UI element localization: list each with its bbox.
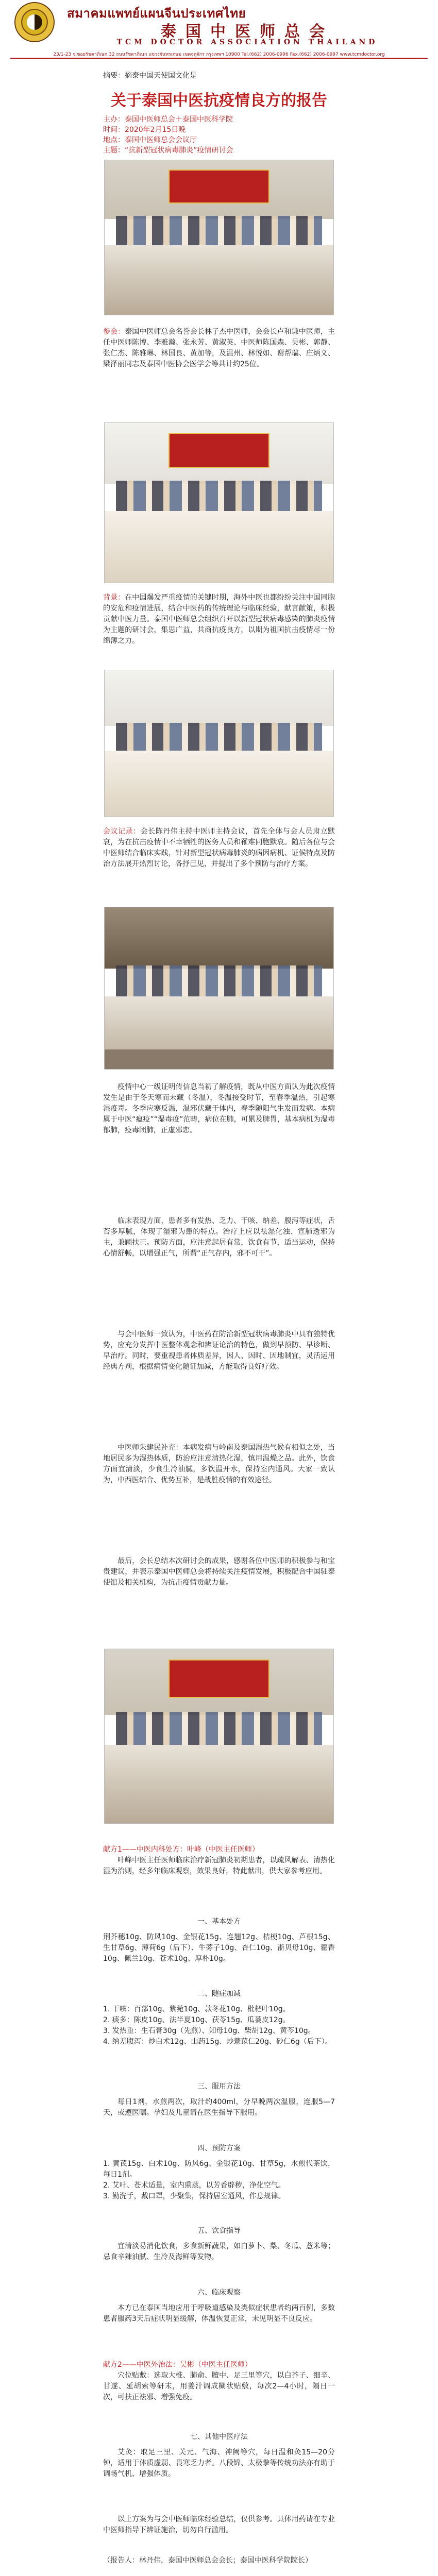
recipe1-intro: 叶峰中医主任医师临床治疗新冠肺炎初期患者，以疏风解表、清热化湿为治则，经多年临床观察，效果良好，特此献出，供大家参考应用。 [103,1856,335,1875]
association-logo-icon [14,2,55,42]
summary-text: 会长陈丹伟主持中医师主持会议，首先全体与会人员肃立默哀，为在抗击疫情中不幸牺牲的医务人员和罹难同胞默哀。随后各位与会中医师结合临床实践，针对新型冠状病毒肺炎的病因病机、证候特点及防治方法展开热烈讨论，各抒己见，并提出了多个预防与治疗方案。 [103,827,335,868]
recipe2-block [103,2360,335,2403]
conference-photo-1 [104,160,334,315]
association-english-name: TCM DOCTOR ASSOCIATION THAILAND [116,38,378,46]
conference-photo-5 [104,1649,334,1824]
others-title: 七、其他中医疗法 [190,2433,248,2441]
intro-line: 摘要：摘泰中国天使国文化是 [103,72,197,80]
plus-title: 二、随症加减 [197,1990,241,1998]
plus-item: 4. 纳差腹泻：炒白术12g、山药15g、炒薏苡仁20g、砂仁6g（后下）。 [103,2038,332,2046]
basic-text: 荆芥穗10g、防风10g、金银花15g、连翘12g、桔梗10g、芦根15g、生甘草6g、薄荷6g（后下）、牛蒡子10g、杏仁10g、浙贝母10g、藿香10g、佩兰10g、苍术10g、厚朴10g。 [103,1933,335,1963]
plus-item: 3. 发热重：生石膏30g（先煎）、知母10g、柴胡12g、黄芩10g。 [103,2027,315,2035]
attendees-text: 泰国中医师总会名誉会长林子杰中医师，会会长卢和谦中医师，主任中医师陈博、李雅瀚、张永芳、黄淑英、中医师陈国森、吴彬、郭静、张仁杰、陈雅琳、林国良、黄加等，及温州、林悦如、谢帮瑞、庄炳义、梁泽丽同志及泰国中医协会医学会等共计约25位。 [103,328,335,368]
plus-item: 2. 痰多：陈皮10g、法半夏10g、茯苓15g、瓜蒌皮12g。 [103,2016,290,2024]
prevent-item: 1. 黄芪15g、白术10g、防风6g、金银花10g、甘草5g，水煎代茶饮，每日1剂。 [103,2160,335,2179]
discussion-paragraph-3: 与会中医师一致认为，中医药在防治新型冠状病毒肺炎中具有独特优势，应充分发挥中医整体观念和辨证论治的特色，做到早预防、早诊断、早治疗。同时，要重视患者体质差异，因人、因时、因地制宜，灵活运用经典方剂，根据病情变化随证加减，方能取得良好疗效。 [103,1330,335,1371]
background-lead: 背景： [103,594,125,602]
prevent-list [103,2159,335,2202]
plus-item: 1. 干咳：百部10g、紫菀10g、款冬花10g、枇杷叶10g。 [103,2005,290,2013]
recipe1-block [103,1844,335,1877]
diet-title: 五、饮食指导 [197,2227,241,2235]
closing-paragraph-1: 以上方案为与会中医师临床经验总结，仅供参考。具体用药请在专业中医师指导下辨证施治，切勿自行滥用。 [103,2515,335,2534]
clinic-title: 六、临床观察 [197,2289,241,2297]
summary-paragraph [103,826,335,870]
summary-lead: 会议记录： [103,827,141,836]
attendees-paragraph [103,327,335,370]
header-divider [10,58,428,59]
discussion-paragraph-2: 临床表现方面，患者多有发热、乏力、干咳、纳差、腹泻等症状，舌苔多厚腻，体现了湿邪为患的特点。治疗上应以祛湿化浊、宣肺透邪为主，兼顾扶正。预防方面，应注意起居有常，饮食有节，适当运动，保持心情舒畅，以增强正气，所谓“正气存内，邪不可干”。 [103,1217,335,1258]
prevent-item: 3. 勤洗手，戴口罩，少聚集，保持居室通风，作息规律。 [103,2192,285,2200]
meta-place: 地点：泰国中医师总会会议厅 [103,136,197,144]
diet-text: 宜清淡易消化饮食，多食新鲜蔬果，如白萝卜、梨、冬瓜、薏米等；忌食辛辣油腻、生冷及海鲜等发物。 [103,2242,335,2261]
conference-photo-4 [104,907,334,1070]
prevent-title: 四、预防方案 [197,2144,241,2153]
others-text: 艾灸：取足三里、关元、气海、神阙等穴，每日温和灸15—20分钟，适用于体质虚弱、畏寒乏力者。八段锦、太极拳等传统功法亦有助于调畅气机、增强体质。 [103,2448,335,2478]
background-paragraph [103,592,335,647]
recipe2-text: 穴位贴敷：选取大椎、肺俞、膻中、足三里等穴，以白芥子、细辛、甘遂、延胡索等研末，用姜汁调成糊状贴敷，每次2—4小时，隔日一次，可扶正祛邪、增强免疫。 [103,2371,335,2401]
discussion-paragraph-1: 疫情中心一级证明传信息当初了解疫情，既从中医方面认为此次疫情发生是由于冬天寒而未藏（冬温），冬温接受时节，至春季温热，引起寒湿疫毒。冬季应寒反温，温邪伏藏于体内，春季随阳气生发而发病。本病属于中医“瘟疫”“湿毒疫”范畴，病位在肺，可累及脾胃，基本病机为湿毒郁肺，疫毒闭肺，正虚邪恋。 [103,1083,335,1134]
basic-title: 一、基本处方 [197,1918,241,1926]
recipe2-title: 献方2——中医外治法：吴彬（中医主任医师） [103,2361,252,2369]
association-chinese-name: 泰国中医师总会 [161,23,334,41]
attendees-lead: 参会： [103,328,125,336]
discussion-paragraph-4: 中医师朱建民补充：本病发病与岭南及泰国湿热气候有相似之处，当地居民多为湿热体质，防治应注意清热化湿，慎用温燥之品。此外，饮食方面宜清淡，少食生冷油腻，多饮温开水，保持室内通风。大家一致认为，中西医结合、优势互补，是战胜疫情的有效途径。 [103,1444,335,1484]
letterhead [0,0,438,52]
usage-text: 每日1剂，水煎两次，取汁约400ml，分早晚两次温服，连服5—7天，或遵医嘱。孕妇及儿童请在医生指导下服用。 [103,2098,335,2117]
prevent-item: 2. 艾叶、苍术适量，室内熏蒸，以芳香辟秽，净化空气。 [103,2181,285,2190]
conference-photo-2 [104,422,334,583]
plus-list [103,2004,335,2047]
meta-time: 时间：2020年2月15日晚 [103,126,186,134]
discussion-paragraph-5: 最后，会长总结本次研讨会的成果，感谢各位中医师的积极参与和宝贵建议，并表示泰国中医师总会将持续关注疫情发展，积极配合中国驻泰使馆及相关机构，为抗击疫情贡献力量。 [103,1557,335,1587]
closing-paragraph-2: （报告人：林丹伟，泰国中医师总会会长；泰国中医科学院院长） [103,2556,312,2565]
background-text: 在中国爆发严重疫情的关键时期，海外中医也都纷纷关注中国同胞的安危和疫情进展，结合中医药的传统理论与临床经验，献言献策，积极贡献中医力量。泰国中医师总会组织召开以新型冠状病毒感染的肺炎疫情为主题的研讨会，集思广益，共商抗疫良方，以期为祖国抗击疫情尽一份绵薄之力。 [103,594,335,645]
meta-host: 主办：泰国中医师总会＋泰国中医科学院 [103,115,233,124]
meta-block [103,114,233,156]
clinic-text: 本方已在泰国当地应用于呼吸道感染及类似症状患者约两百例，多数患者服药3天后症状明显缓解，体温恢复正常，未见明显不良反应。 [103,2304,335,2323]
meta-topic: 主题：“抗新型冠状病毒肺炎”疫情研讨会 [103,146,233,155]
usage-title: 三、服用方法 [197,2082,241,2091]
report-title: 关于泰国中医抗疫情良方的报告 [111,92,327,110]
conference-photo-3 [104,670,334,817]
association-thai-name: สมาคมแพทย์แผนจีนประเทศไทย [67,6,246,21]
recipe1-title: 献方1——中医内科处方：叶峰（中医主任医师） [103,1845,259,1854]
association-address: 23/1-23 จ.ซอยรัชดาภิเษก 32 ถนนรัชดาภิเษก แขวงจันทรเกษม เขตจตุจักร กรุงเทพฯ 10900 Tel.(662) 2006-0996 Fax.(662) 2006-0997 www.tcmdoctor.org [53,52,385,57]
